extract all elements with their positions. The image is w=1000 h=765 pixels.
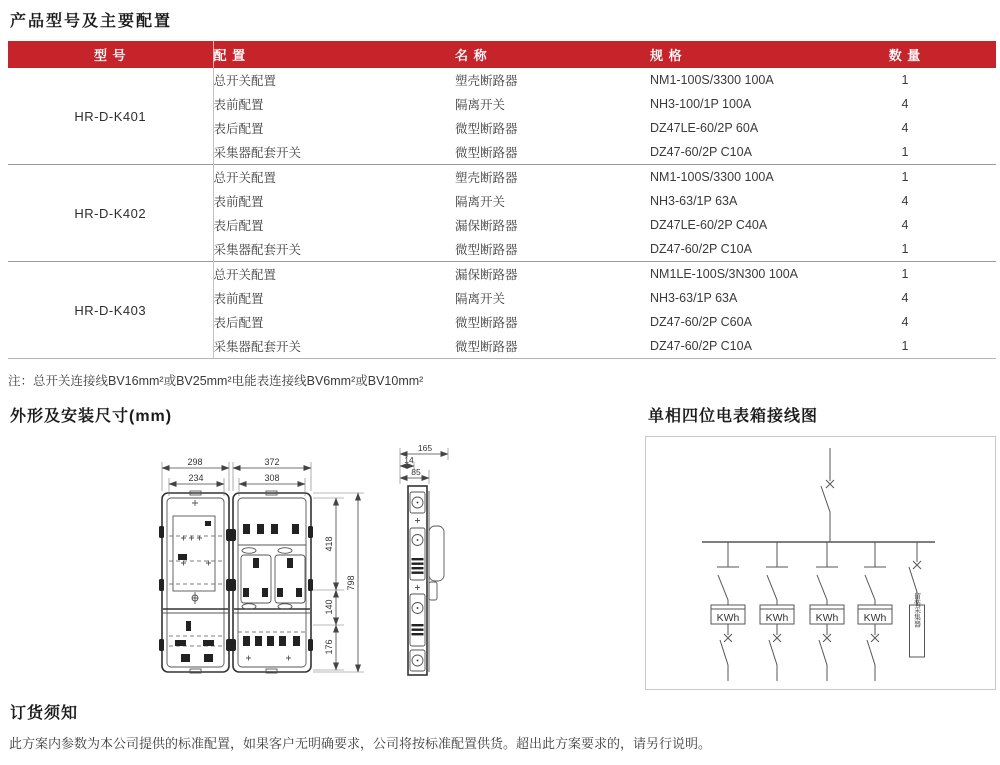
cell-config: 采集器配套开关: [213, 243, 302, 257]
kwh-label: KWh: [815, 612, 839, 624]
cell-qty: 4: [901, 218, 909, 232]
cell-config: 表后配置: [213, 316, 264, 330]
cell-config: 采集器配套开关: [213, 340, 302, 354]
dimensions-section-title: 外形及安装尺寸(mm): [10, 408, 173, 425]
cell-name: 微型断路器: [455, 243, 518, 257]
dim-width-outer-left: 298: [187, 457, 203, 467]
col-header-model: 型 号: [8, 41, 213, 68]
dim-depth-body: 85: [411, 467, 421, 477]
model-group: [8, 165, 996, 262]
kwh-label: KWh: [765, 612, 789, 624]
page-title: 产品型号及主要配置: [10, 13, 173, 30]
cell-config: 表前配置: [213, 292, 264, 306]
dimension-drawing: [148, 436, 480, 694]
table-header-row: [8, 41, 996, 68]
dim-height-top: 418: [324, 536, 334, 552]
cell-config: 总开关配置: [213, 262, 455, 287]
cell-spec: NM1-100S/3300 100A: [650, 73, 774, 87]
cell-spec: NM1LE-100S/3N300 100A: [650, 262, 814, 287]
cell-qty: 4: [901, 315, 909, 329]
wiring-diagram: [645, 436, 996, 690]
cell-qty: 1: [901, 73, 909, 87]
cell-qty: 4: [901, 194, 909, 208]
side-dimensions: [400, 443, 448, 484]
cell-name: 塑壳断路器: [455, 165, 650, 190]
model-cell: HR-D-K402: [8, 165, 213, 262]
configuration-table: [8, 41, 996, 359]
cell-name: 隔离开关: [455, 98, 506, 112]
cell-name: 微型断路器: [455, 146, 518, 160]
kwh-label: KWh: [716, 612, 740, 624]
col-header-spec: 规 格: [650, 41, 814, 68]
cell-config: 总开关配置: [213, 74, 277, 88]
cell-config: 总开关配置: [213, 165, 455, 190]
cell-name: 漏保断路器: [455, 219, 518, 233]
dim-depth-lid: 14: [404, 455, 414, 465]
collector-label: 留装采集器: [913, 592, 921, 628]
model-cell: HR-D-K401: [8, 68, 213, 165]
cell-name: 微型断路器: [455, 316, 518, 330]
model-group: [8, 68, 996, 165]
dim-depth-total: 165: [417, 443, 433, 453]
cell-qty: 1: [901, 242, 909, 256]
cell-spec: DZ47LE-60/2P 60A: [650, 121, 759, 135]
dim-height-total: 798: [346, 575, 356, 591]
cell-name: 隔离开关: [455, 292, 506, 306]
wiring-note: 注：总开关连接线BV16mm²或BV25mm²电能表连接线BV6mm²或BV10mm²: [8, 374, 424, 388]
cell-spec: DZ47-60/2P C10A: [650, 339, 752, 353]
cell-spec: NH3-100/1P 100A: [650, 97, 752, 111]
cell-qty: 4: [901, 121, 909, 135]
cell-config: 采集器配套开关: [213, 146, 302, 160]
ordering-title: 订货须知: [10, 705, 79, 722]
wiring-section-title: 单相四位电表箱接线图: [648, 408, 819, 425]
cell-name: 微型断路器: [455, 122, 518, 136]
cell-qty: 4: [901, 291, 909, 305]
table-row: [8, 165, 996, 190]
front-dimensions: [162, 457, 364, 672]
side-view: [408, 486, 444, 675]
cell-qty: 1: [901, 339, 909, 353]
col-header-name: 名 称: [455, 41, 650, 68]
dim-width-outer-right: 372: [264, 457, 280, 467]
cell-spec: DZ47-60/2P C60A: [650, 315, 752, 329]
col-header-qty: 数 量: [814, 41, 996, 68]
cell-name: 漏保断路器: [455, 262, 650, 287]
table-row: [8, 68, 996, 92]
cell-qty: 1: [814, 165, 996, 190]
cell-spec: DZ47-60/2P C10A: [650, 145, 752, 159]
model-cell: HR-D-K403: [8, 262, 213, 359]
model-group: [8, 262, 996, 359]
cell-name: 塑壳断路器: [455, 74, 518, 88]
cell-spec: NH3-63/1P 63A: [650, 194, 738, 208]
kwh-label: KWh: [863, 612, 887, 624]
table-row: [8, 262, 996, 287]
cell-config: 表前配置: [213, 195, 264, 209]
cell-spec: NH3-63/1P 63A: [650, 291, 738, 305]
vent-slats: [412, 558, 424, 574]
cell-config: 表前配置: [213, 98, 264, 112]
cell-name: 隔离开关: [455, 195, 506, 209]
cell-qty: 4: [901, 97, 909, 111]
cell-spec: DZ47LE-60/2P C40A: [650, 218, 768, 232]
cell-qty: 1: [901, 145, 909, 159]
dim-height-mid: 140: [324, 599, 334, 615]
cell-config: 表后配置: [213, 122, 264, 136]
front-view: [159, 491, 313, 673]
vent-slats: [412, 624, 424, 635]
cell-spec: NM1-100S/3300 100A: [650, 165, 814, 190]
cell-qty: 1: [814, 262, 996, 287]
ordering-body: 此方案内参数为本公司提供的标准配置，如果客户无明确要求，公司将按标准配置供货。超出此方案要求的，请另行说明。: [9, 736, 712, 751]
cell-spec: DZ47-60/2P C10A: [650, 242, 752, 256]
dim-height-bottom: 176: [324, 639, 334, 655]
cell-name: 微型断路器: [455, 340, 518, 354]
dim-width-inner-left: 234: [188, 473, 204, 483]
dim-width-inner-right: 308: [264, 473, 280, 483]
cell-config: 表后配置: [213, 219, 264, 233]
col-header-config: 配 置: [213, 41, 455, 68]
